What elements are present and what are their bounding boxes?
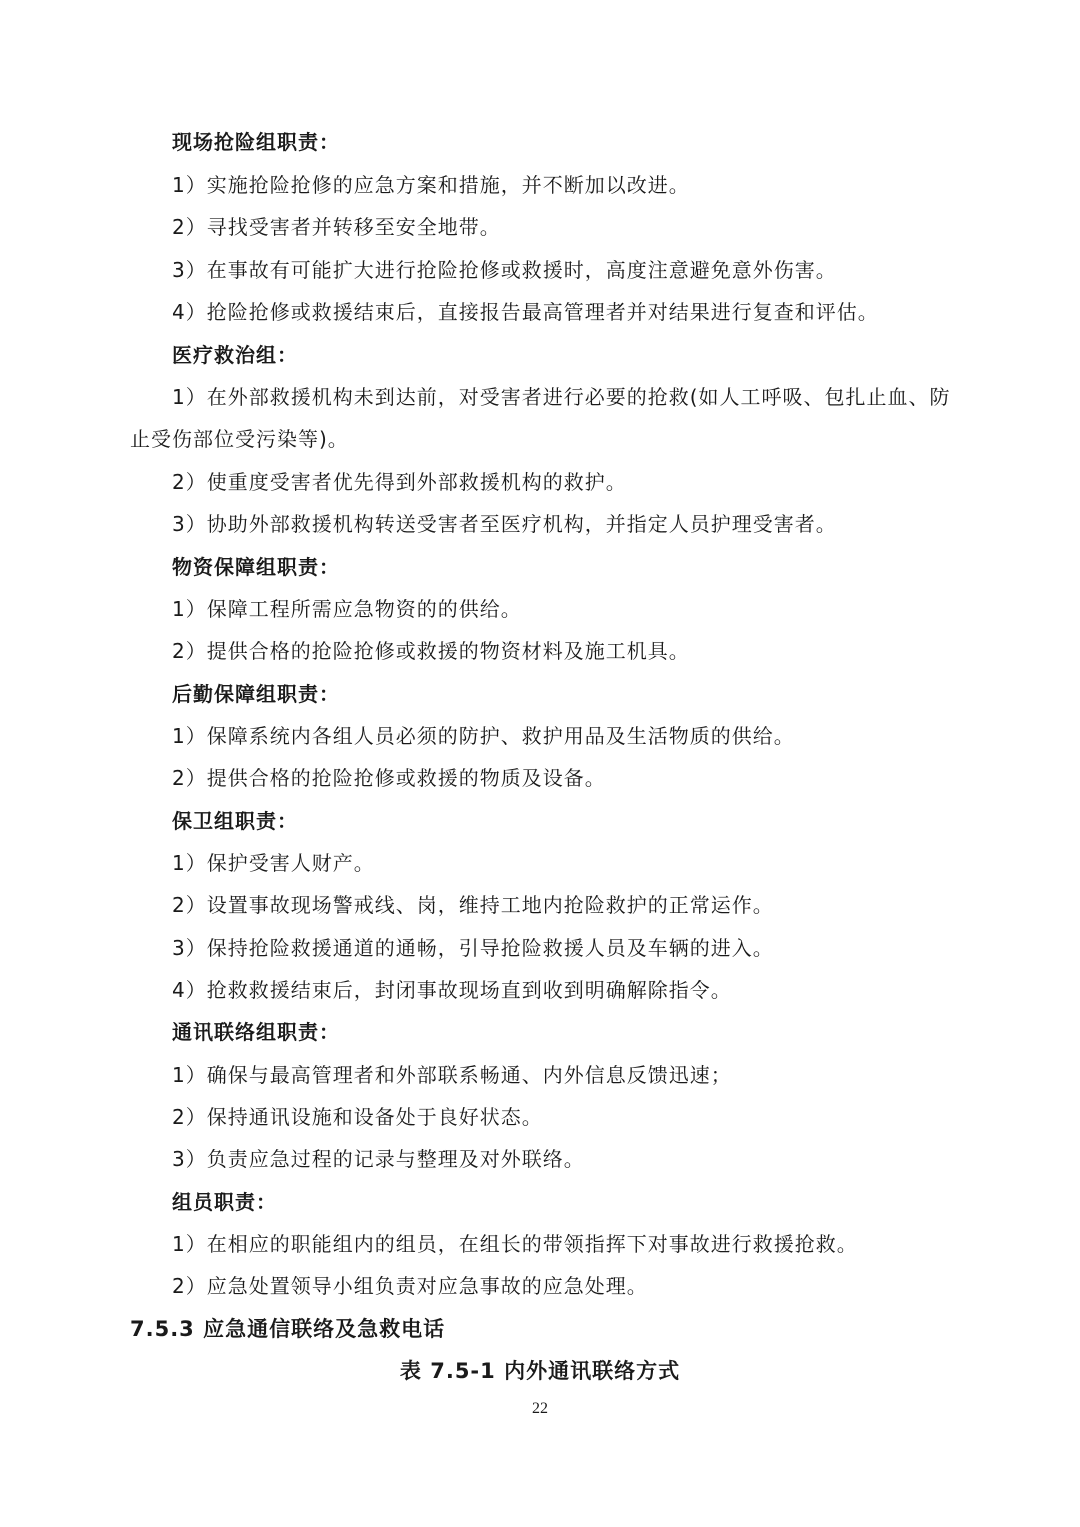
section-heading: 组员职责： (172, 1190, 277, 1214)
list-item: 2）保持通讯设施和设备处于良好状态。 (172, 1105, 543, 1129)
list-item: 1）实施抢险抢修的应急方案和措施，并不断加以改进。 (172, 173, 690, 197)
list-item: 2）应急处置领导小组负责对应急事故的应急处理。 (172, 1274, 648, 1298)
list-item: 1）保障工程所需应急物资的的供给。 (172, 597, 522, 621)
list-item: 2）寻找受害者并转移至安全地带。 (172, 215, 501, 239)
list-item: 1）保障系统内各组人员必须的防护、救护用品及生活物质的供给。 (172, 724, 795, 748)
list-item: 2）提供合格的抢险抢修或救援的物资材料及施工机具。 (172, 639, 690, 663)
table-caption: 表 7.5-1 内外通讯联络方式 (399, 1359, 681, 1383)
list-item: 2）设置事故现场警戒线、岗，维持工地内抢险救护的正常运作。 (172, 893, 774, 917)
list-item: 1）在外部救援机构未到达前，对受害者进行必要的抢救(如人工呼吸、包扎止血、防 (172, 385, 951, 409)
section-heading: 现场抢险组职责： (172, 130, 340, 154)
list-item: 4）抢险抢修或救援结束后，直接报告最高管理者并对结果进行复查和评估。 (172, 300, 879, 324)
section-heading: 通讯联络组职责： (172, 1020, 340, 1044)
section-heading: 保卫组职责： (172, 809, 298, 833)
list-item: 1）确保与最高管理者和外部联系畅通、内外信息反馈迅速； (172, 1063, 732, 1087)
section-heading: 物资保障组职责： (172, 555, 340, 579)
subsection-heading: 7.5.3 应急通信联络及急救电话 (130, 1317, 446, 1341)
section-heading: 医疗救治组： (172, 343, 298, 367)
list-item: 2）使重度受害者优先得到外部救援机构的救护。 (172, 470, 627, 494)
section-heading: 后勤保障组职责： (172, 682, 340, 706)
list-item-continuation: 止受伤部位受污染等)。 (130, 427, 349, 451)
list-item: 1）保护受害人财产。 (172, 851, 375, 875)
list-item: 2）提供合格的抢险抢修或救援的物质及设备。 (172, 766, 606, 790)
list-item: 4）抢救救援结束后，封闭事故现场直到收到明确解除指令。 (172, 978, 732, 1002)
list-item: 1）在相应的职能组内的组员，在组长的带领指挥下对事故进行救援抢救。 (172, 1232, 858, 1256)
list-item: 3）协助外部救援机构转送受害者至医疗机构，并指定人员护理受害者。 (172, 512, 837, 536)
list-item: 3）保持抢险救援通道的通畅，引导抢险救援人员及车辆的进入。 (172, 936, 774, 960)
list-item: 3）在事故有可能扩大进行抢险抢修或救援时，高度注意避免意外伤害。 (172, 258, 837, 282)
list-item: 3）负责应急过程的记录与整理及对外联络。 (172, 1147, 585, 1171)
page-number: 22 (532, 1400, 548, 1417)
